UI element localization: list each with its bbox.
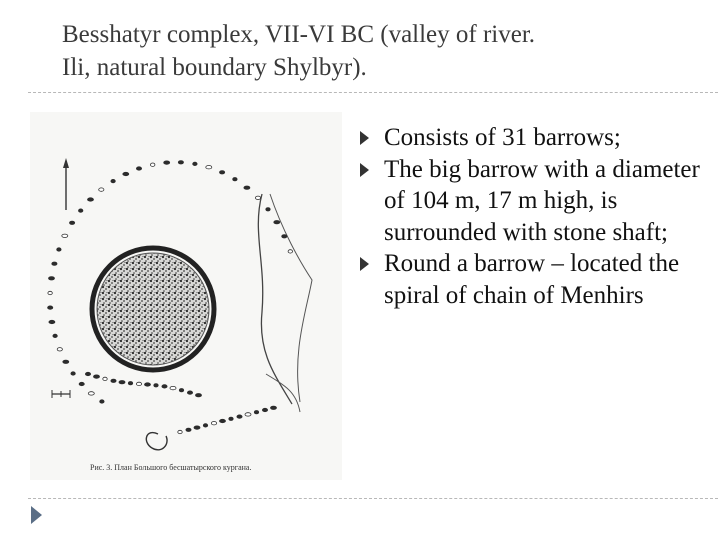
ravine-line-2 bbox=[270, 194, 312, 402]
menhir-stone bbox=[88, 198, 94, 201]
bullet-triangle-icon bbox=[360, 257, 369, 271]
menhir-stone bbox=[128, 382, 132, 385]
bullet-text: Round a barrow – located the spiral of chain of Menhirs bbox=[384, 250, 680, 309]
bullet-text: The big barrow with a diameter of 104 m, 17 m high, is surrounded with stone shaft; bbox=[384, 155, 700, 246]
menhir-stone bbox=[49, 320, 55, 323]
menhir-stone bbox=[100, 400, 104, 403]
menhir-stone bbox=[57, 348, 62, 351]
menhir-stone bbox=[151, 163, 155, 166]
menhir-stone bbox=[62, 234, 68, 237]
menhir-stone bbox=[164, 161, 170, 164]
menhir-stone bbox=[179, 389, 183, 392]
menhir-stone bbox=[282, 235, 287, 238]
spiral-end bbox=[146, 433, 167, 450]
menhir-stone bbox=[145, 383, 151, 386]
menhir-stone bbox=[193, 162, 197, 165]
menhir-stone bbox=[220, 171, 225, 174]
ravine-line bbox=[258, 194, 292, 404]
slide-title bbox=[62, 18, 702, 84]
menhir-stone bbox=[48, 306, 53, 309]
bullet-list bbox=[358, 122, 708, 311]
menhir-stone bbox=[187, 391, 192, 394]
barrow-plan-figure bbox=[30, 112, 342, 480]
barrow-plan-drawing bbox=[30, 112, 342, 480]
menhir-stone bbox=[85, 372, 90, 375]
bullet-text: Consists of 31 barrows; bbox=[384, 124, 621, 151]
footer-divider bbox=[28, 498, 718, 499]
title-divider bbox=[28, 92, 718, 93]
menhir-stone bbox=[123, 172, 129, 175]
bullet-item bbox=[358, 154, 708, 249]
bullet-triangle-icon bbox=[360, 131, 369, 145]
menhir-stone bbox=[266, 208, 270, 211]
menhir-stone bbox=[154, 384, 158, 387]
menhir-stone bbox=[103, 377, 107, 380]
menhir-stone bbox=[178, 161, 183, 164]
menhir-stone bbox=[88, 392, 94, 395]
menhir-stone bbox=[49, 277, 55, 280]
menhir-stone bbox=[178, 430, 182, 433]
figure-caption: Рис. 3. План Большого бесшатырского кургана. bbox=[90, 463, 252, 472]
menhir-stone bbox=[71, 372, 75, 375]
menhir-stone bbox=[53, 334, 57, 337]
menhir-stone bbox=[194, 426, 200, 429]
bullet-triangle-icon bbox=[360, 163, 369, 177]
menhir-stone bbox=[79, 209, 83, 212]
menhir-stone bbox=[170, 386, 176, 389]
menhir-stone bbox=[237, 415, 242, 418]
next-slide-arrow-icon[interactable] bbox=[31, 506, 42, 524]
menhir-stone bbox=[244, 186, 250, 189]
menhir-stone bbox=[203, 424, 207, 427]
menhir-stone bbox=[111, 179, 115, 182]
menhir-stone bbox=[220, 419, 226, 422]
menhir-stone bbox=[119, 381, 125, 384]
menhir-stone bbox=[99, 188, 104, 191]
title-line-1: Besshatyr complex, VII-VI BC (valley of river. bbox=[62, 21, 536, 48]
menhir-stone bbox=[57, 248, 61, 251]
menhir-stone bbox=[262, 408, 267, 411]
menhir-stone bbox=[48, 291, 52, 294]
menhir-stone bbox=[136, 382, 141, 385]
title-line-2: Ili, natural boundary Shylbyr). bbox=[62, 54, 367, 81]
menhir-stone bbox=[274, 221, 280, 224]
menhir-stone bbox=[79, 382, 84, 385]
menhir-stone bbox=[229, 417, 233, 420]
menhir-stone bbox=[255, 196, 260, 199]
menhir-stone bbox=[136, 167, 141, 170]
menhir-stone bbox=[70, 221, 75, 224]
scale-mark bbox=[52, 390, 70, 398]
menhir-stone bbox=[245, 413, 251, 416]
menhir-stone bbox=[63, 360, 69, 363]
bullet-item bbox=[358, 122, 708, 154]
menhir-stone bbox=[186, 428, 191, 431]
menhir-stone bbox=[233, 178, 237, 181]
barrow-mound bbox=[97, 253, 209, 365]
menhir-stone bbox=[94, 375, 100, 378]
menhir-stone bbox=[111, 379, 116, 382]
menhir-stone bbox=[196, 394, 202, 397]
menhir-stone bbox=[271, 406, 277, 409]
menhir-stone bbox=[288, 250, 292, 253]
menhir-stone bbox=[52, 262, 57, 265]
menhir-stone bbox=[162, 385, 167, 388]
menhir-stone bbox=[254, 411, 258, 414]
menhir-stone bbox=[206, 166, 212, 169]
bullet-item bbox=[358, 248, 708, 311]
menhir-stone bbox=[211, 422, 216, 425]
